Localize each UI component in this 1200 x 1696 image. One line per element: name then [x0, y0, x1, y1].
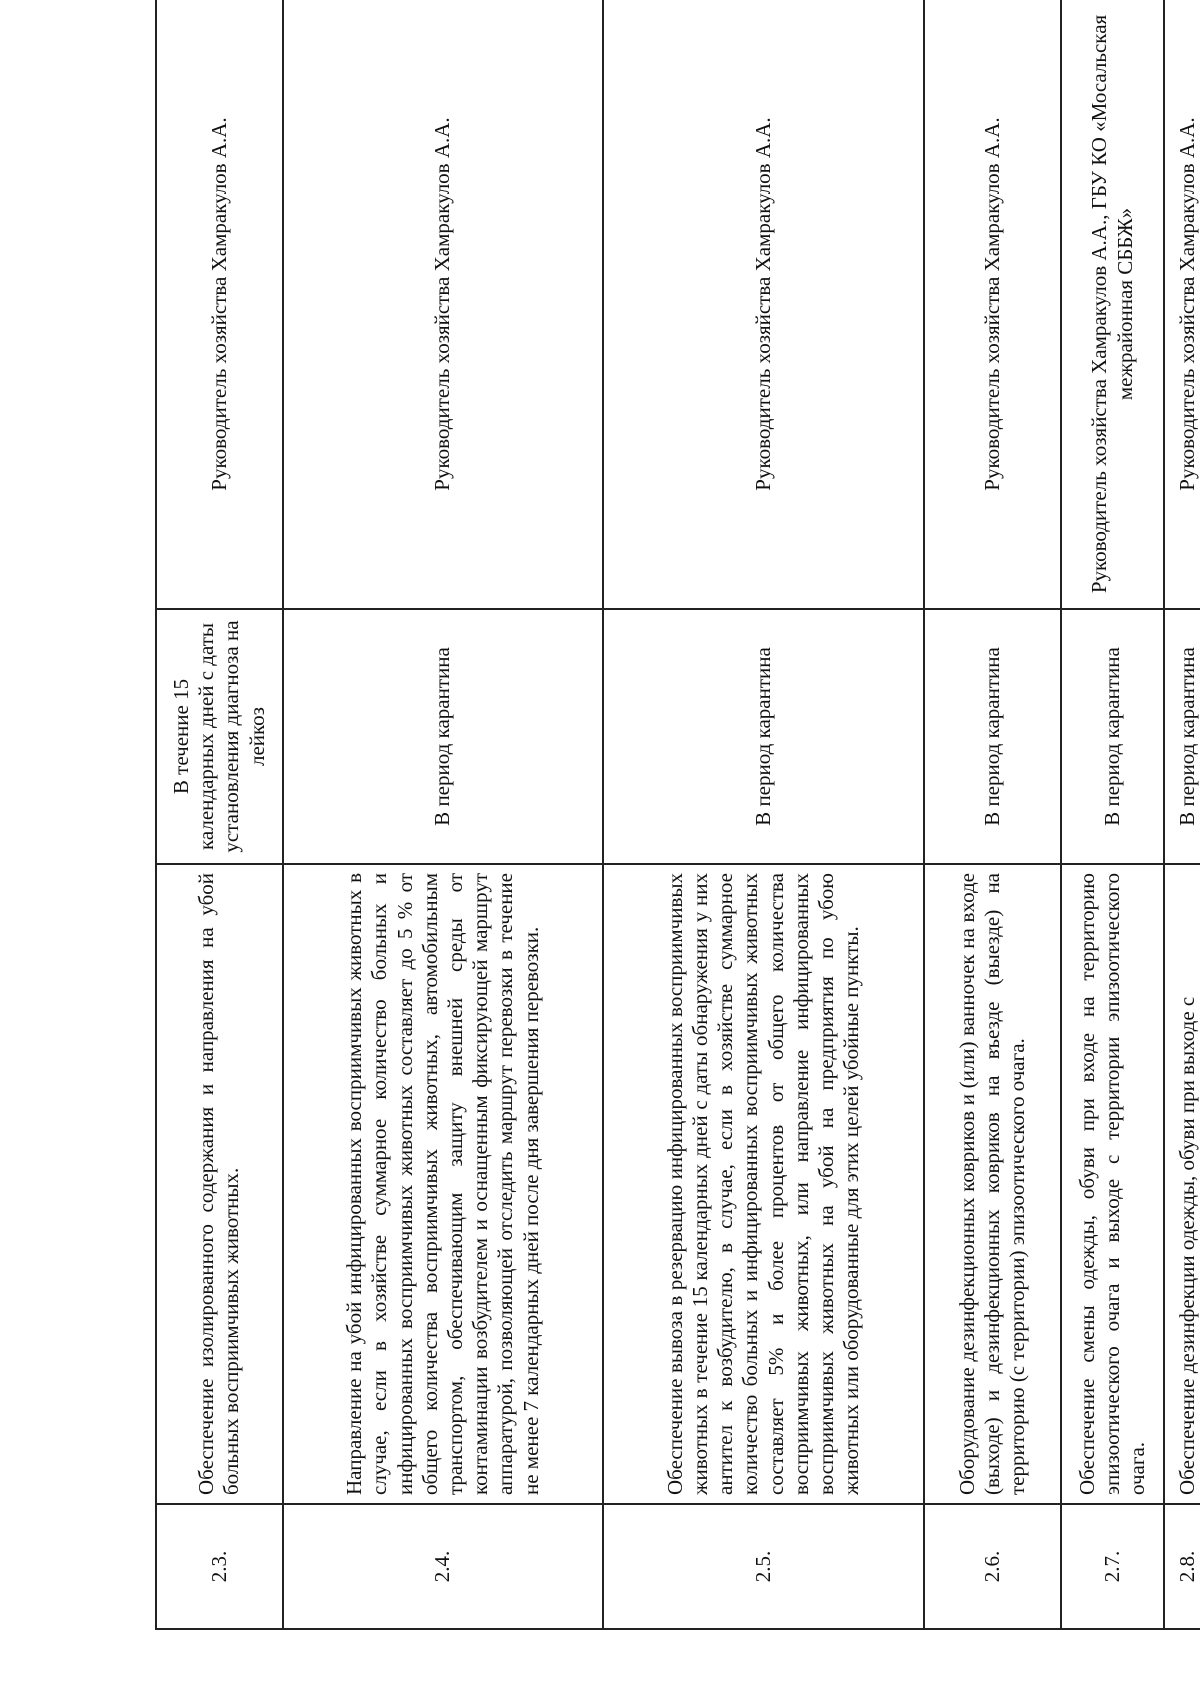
- row-number: 2.7.: [1061, 1504, 1164, 1629]
- measure-responsible: Руководитель хозяйства Хамракулов А.А.: [156, 0, 283, 609]
- table-row: [924, 0, 1061, 1629]
- table-row: [1061, 0, 1164, 1629]
- table-row: [283, 0, 604, 1629]
- row-number: 2.5.: [603, 1504, 924, 1629]
- row-number: 2.8.: [1164, 1504, 1200, 1629]
- measure-term: В период карантина: [924, 609, 1061, 864]
- measure-description: Обеспечение изолированного содержания и направления на убой больных восприимчивых животных.: [156, 864, 283, 1504]
- row-number: 2.3.: [156, 1504, 283, 1629]
- measure-term: В период карантина: [1164, 609, 1200, 864]
- table-row: [1164, 0, 1200, 1629]
- measure-term: В период карантина: [283, 609, 604, 864]
- measure-responsible: Руководитель хозяйства Хамракулов А.А.: [924, 0, 1061, 609]
- table-row: [156, 0, 283, 1629]
- measure-description: Обеспечение смены одежды, обуви при входе на территорию эпизоотического очага и выходе с территории эпизоотического очага.: [1061, 864, 1164, 1504]
- row-number: 2.6.: [924, 1504, 1061, 1629]
- table-row: [603, 0, 924, 1629]
- measure-term: В период карантина: [603, 609, 924, 864]
- measure-description: Обеспечение вывоза в резервацию инфицированных восприимчивых животных в течение 15 календарных дней с даты обнаружения у них антител к возбудителю, в случае, если в хозяйстве суммарное количество больных и инфицированных восприимчивых животных составляет 5% и более процентов от общего количества восприимчивых животных, или направление инфицированных восприимчивых животных на убой на предприятия по убою животных или оборудованные для этих целей убойные пункты.: [603, 864, 924, 1504]
- measure-responsible: Руководитель хозяйства Хамракулов А.А.: [603, 0, 924, 609]
- measure-responsible: Руководитель хозяйства Хамракулов А.А.: [1164, 0, 1200, 609]
- measure-description: Обеспечение дезинфекции одежды, обуви при выходе с: [1164, 864, 1200, 1504]
- measure-description: Оборудование дезинфекционных ковриков и (или) ванночек на входе (выходе) и дезинфекционных ковриков на въезде (выезде) на территорию (с территории) эпизоотического очага.: [924, 864, 1061, 1504]
- measure-responsible: Руководитель хозяйства Хамракулов А.А.: [283, 0, 604, 609]
- measure-responsible: Руководитель хозяйства Хамракулов А.А., ГБУ КО «Мосальская межрайонная СББЖ»: [1061, 0, 1164, 609]
- measure-term: В течение 15 календарных дней с даты установления диагноза на лейкоз: [156, 609, 283, 864]
- row-number: 2.4.: [283, 1504, 604, 1629]
- measure-description: Направление на убой инфицированных восприимчивых животных в случае, если в хозяйстве суммарное количество больных и инфицированных восприимчивых животных составляет до 5 % от общего количества восприимчивых животных, автомобильным транспортом, обеспечивающим защиту внешней среды от контаминации возбудителем и оснащенным фиксирующей маршрут аппаратурой, позволяющей отследить маршрут перевозки в течение не менее 7 календарных дней после дня завершения перевозки.: [283, 864, 604, 1504]
- measures-table: [155, 0, 1200, 1630]
- rotated-page: [155, 0, 1200, 1630]
- measure-term: В период карантина: [1061, 609, 1164, 864]
